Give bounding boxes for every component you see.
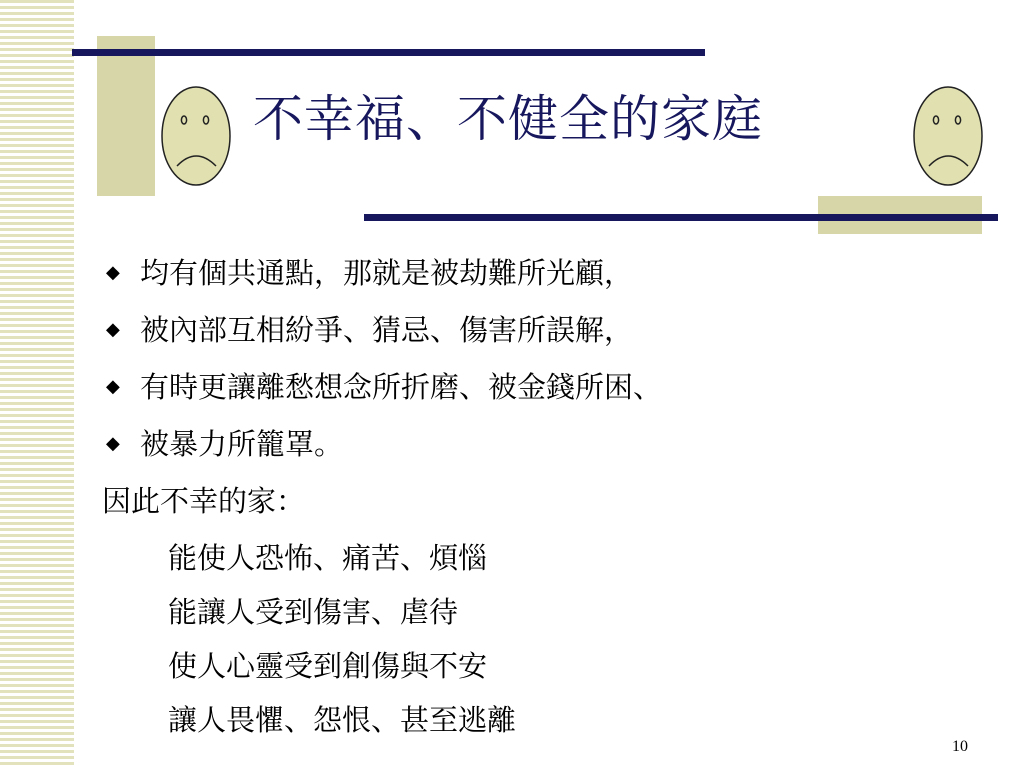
diamond-bullet-icon: ◆ [106,376,120,397]
bullet-text: 均有個共通點，那就是被劫難所光顧， [140,256,634,290]
sad-face-icon [912,84,984,192]
bullet-item [102,256,962,313]
sad-face-icon [160,84,232,192]
title-rule-top [72,49,705,56]
intro-line: 因此不幸的家： [102,484,306,518]
sub-item: 能使人恐怖、痛苦、煩惱 [168,541,488,575]
slide-body [102,256,962,757]
sub-item: 讓人畏懼、怨恨、甚至逃離 [168,703,517,737]
diamond-bullet-icon: ◆ [106,433,120,454]
bullet-item [102,370,962,427]
bullet-item [102,313,962,370]
slide-title: 不幸福、不健全的家庭 [253,90,763,148]
bullet-text: 被暴力所籠罩。 [140,427,344,461]
diamond-bullet-icon: ◆ [106,262,120,283]
diamond-bullet-icon: ◆ [106,319,120,340]
bullet-text: 有時更讓離愁想念所折磨、被金錢所困、 [140,370,663,404]
decorative-block-top-left [97,36,155,196]
bullet-item [102,427,962,484]
sub-item: 能讓人受到傷害、虐待 [168,595,459,629]
page-number: 10 [952,738,968,755]
title-rule-bottom [364,214,998,221]
bullet-text: 被內部互相紛爭、猜忌、傷害所誤解， [140,313,634,347]
sub-item: 使人心靈受到創傷與不安 [168,649,488,683]
decorative-stripes [0,0,74,768]
